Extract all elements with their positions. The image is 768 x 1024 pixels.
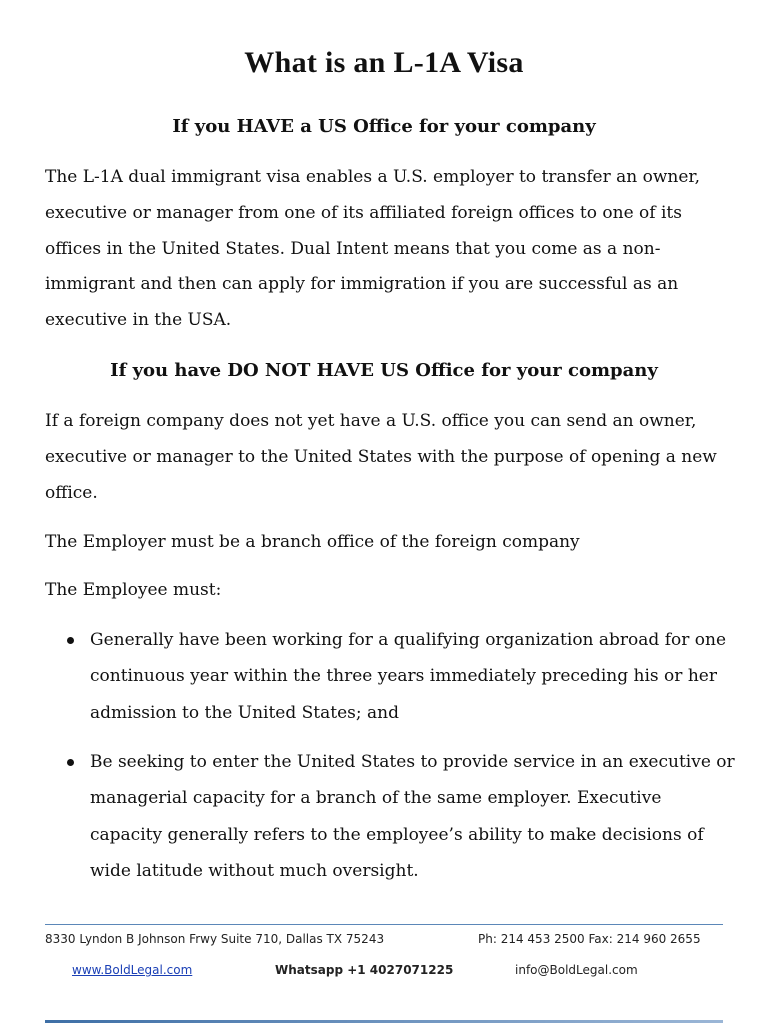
footer-address: 8330 Lyndon B Johnson Frwy Suite 710, Dallas TX 75243	[45, 932, 385, 946]
section-heading-have-office: If you HAVE a US Office for your company	[172, 116, 596, 137]
bullet-icon	[67, 759, 74, 766]
footer-phone-fax: Ph: 214 453 2500 Fax: 214 960 2655	[478, 932, 701, 946]
paragraph-l1a-overview: The L-1A dual immigrant visa enables a U.S. employer to transfer an owner, executive or manager from one of its affiliated foreign offices to one of its offices in the United States. Dual Intent means that you come as a non-immigrant and then can apply for immigration if you are successful as an executive in the USA.	[45, 167, 701, 331]
page-title: What is an L-1A Visa	[244, 46, 524, 79]
website-link[interactable]: www.BoldLegal.com	[72, 963, 193, 977]
footer-divider	[45, 924, 723, 925]
list-item	[45, 622, 735, 731]
paragraph-new-office: If a foreign company does not yet have a U.S. office you can send an owner, executive or manager to the United States with the purpose of opening a new office.	[45, 411, 717, 503]
footer-whatsapp: Whatsapp +1 4027071225	[275, 963, 454, 977]
footer-bottom-rule	[45, 1020, 723, 1023]
requirements-list-continued	[45, 744, 735, 889]
bullet-icon	[67, 637, 74, 644]
list-item	[45, 744, 735, 889]
section-heading-no-office: If you have DO NOT HAVE US Office for your company	[110, 360, 658, 381]
employee-intro-text: The Employee must:	[45, 580, 222, 600]
email-link[interactable]: info@BoldLegal.com	[515, 963, 638, 977]
employer-rule-text: The Employer must be a branch office of the foreign company	[45, 532, 580, 552]
requirements-list	[45, 622, 735, 731]
requirement-text: Be seeking to enter the United States to provide service in an executive or managerial capacity for a branch of the same employer. Executive capacity generally refers to the employee’s ability to make decisions of wide latitude without much oversight.	[90, 752, 735, 881]
requirement-text: Generally have been working for a qualifying organization abroad for one continuous year within the three years immediately preceding his or her admission to the United States; and	[90, 630, 727, 723]
